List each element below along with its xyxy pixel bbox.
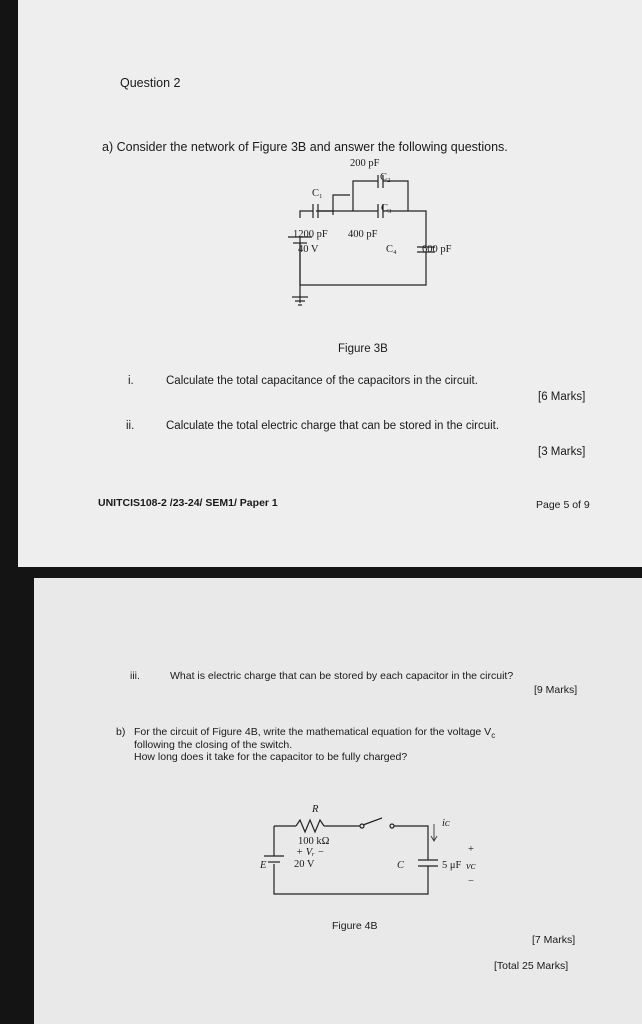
part-b-line3: How long does it take for the capacitor to be fully charged? (134, 751, 408, 763)
circuit-figure-4b (264, 810, 464, 900)
c3-label: C₃ (381, 203, 392, 214)
footer-paper-code: UNITCIS108-2 /23-24/ SEM1/ Paper 1 (98, 497, 278, 509)
e-label: E (260, 860, 267, 871)
vc-plus: + (468, 844, 474, 855)
c3-value: 400 pF (348, 229, 378, 240)
q-i-number: i. (128, 375, 134, 387)
wire (394, 826, 428, 860)
q-iii-number: iii. (130, 670, 140, 682)
q-ii-marks: [3 Marks] (538, 446, 586, 458)
c2-label: C₂ (380, 172, 391, 183)
c1-label: C₁ (312, 188, 323, 199)
c4-value: 600 pF (422, 244, 452, 255)
vr-label: + Vᵣ − (296, 847, 325, 858)
wire (300, 211, 313, 218)
resistor-icon (296, 820, 324, 832)
source-value: 40 V (298, 244, 319, 255)
part-b-line2: following the closing of the switch. (134, 739, 293, 751)
part-b-line1 (134, 726, 495, 740)
q-ii-text: Calculate the total electric charge that can be stored in the circuit. (166, 420, 500, 432)
part-a-prompt: a) Consider the network of Figure 3B and answer the following questions. (102, 140, 508, 154)
vc-minus: − (468, 876, 474, 887)
switch-contact (390, 824, 394, 828)
q-i-marks: [6 Marks] (538, 391, 586, 403)
ic-label: iᴄ (442, 818, 450, 829)
wire (383, 211, 426, 247)
exam-page-2 (34, 578, 642, 1024)
total-marks: [Total 25 Marks] (494, 960, 569, 972)
part-b-line1-text: For the circuit of Figure 4B, write the mathematical equation for the voltage V (134, 726, 492, 738)
wire (300, 252, 426, 285)
c1-value: 1200 pF (293, 229, 328, 240)
part-b-subscript: c (491, 731, 496, 741)
c4-label: C₄ (386, 244, 397, 255)
e-value: 20 V (294, 859, 315, 870)
switch-arm (363, 818, 382, 825)
part-b-label: b) (116, 726, 126, 738)
c-value: 5 μF (442, 860, 462, 871)
q-ii-number: ii. (126, 420, 135, 432)
q-iii-text: What is electric charge that can be stored by each capacitor in the circuit? (170, 670, 514, 682)
r-label: R (312, 804, 319, 815)
c2-value: 200 pF (350, 158, 380, 169)
footer-page-number: Page 5 of 9 (536, 499, 590, 511)
q-i-text: Calculate the total capacitance of the capacitors in the circuit. (166, 375, 478, 387)
wire (353, 181, 378, 211)
question-title: Question 2 (120, 76, 181, 90)
c-label: C (397, 860, 405, 871)
vc-label: vᴄ (466, 861, 476, 872)
exam-page-1 (18, 0, 642, 567)
q-b-marks: [7 Marks] (532, 934, 576, 946)
r-value: 100 kΩ (298, 836, 330, 847)
q-iii-marks: [9 Marks] (534, 684, 578, 696)
figure-4b-caption: Figure 4B (332, 920, 378, 932)
figure-3b-caption: Figure 3B (338, 343, 388, 355)
